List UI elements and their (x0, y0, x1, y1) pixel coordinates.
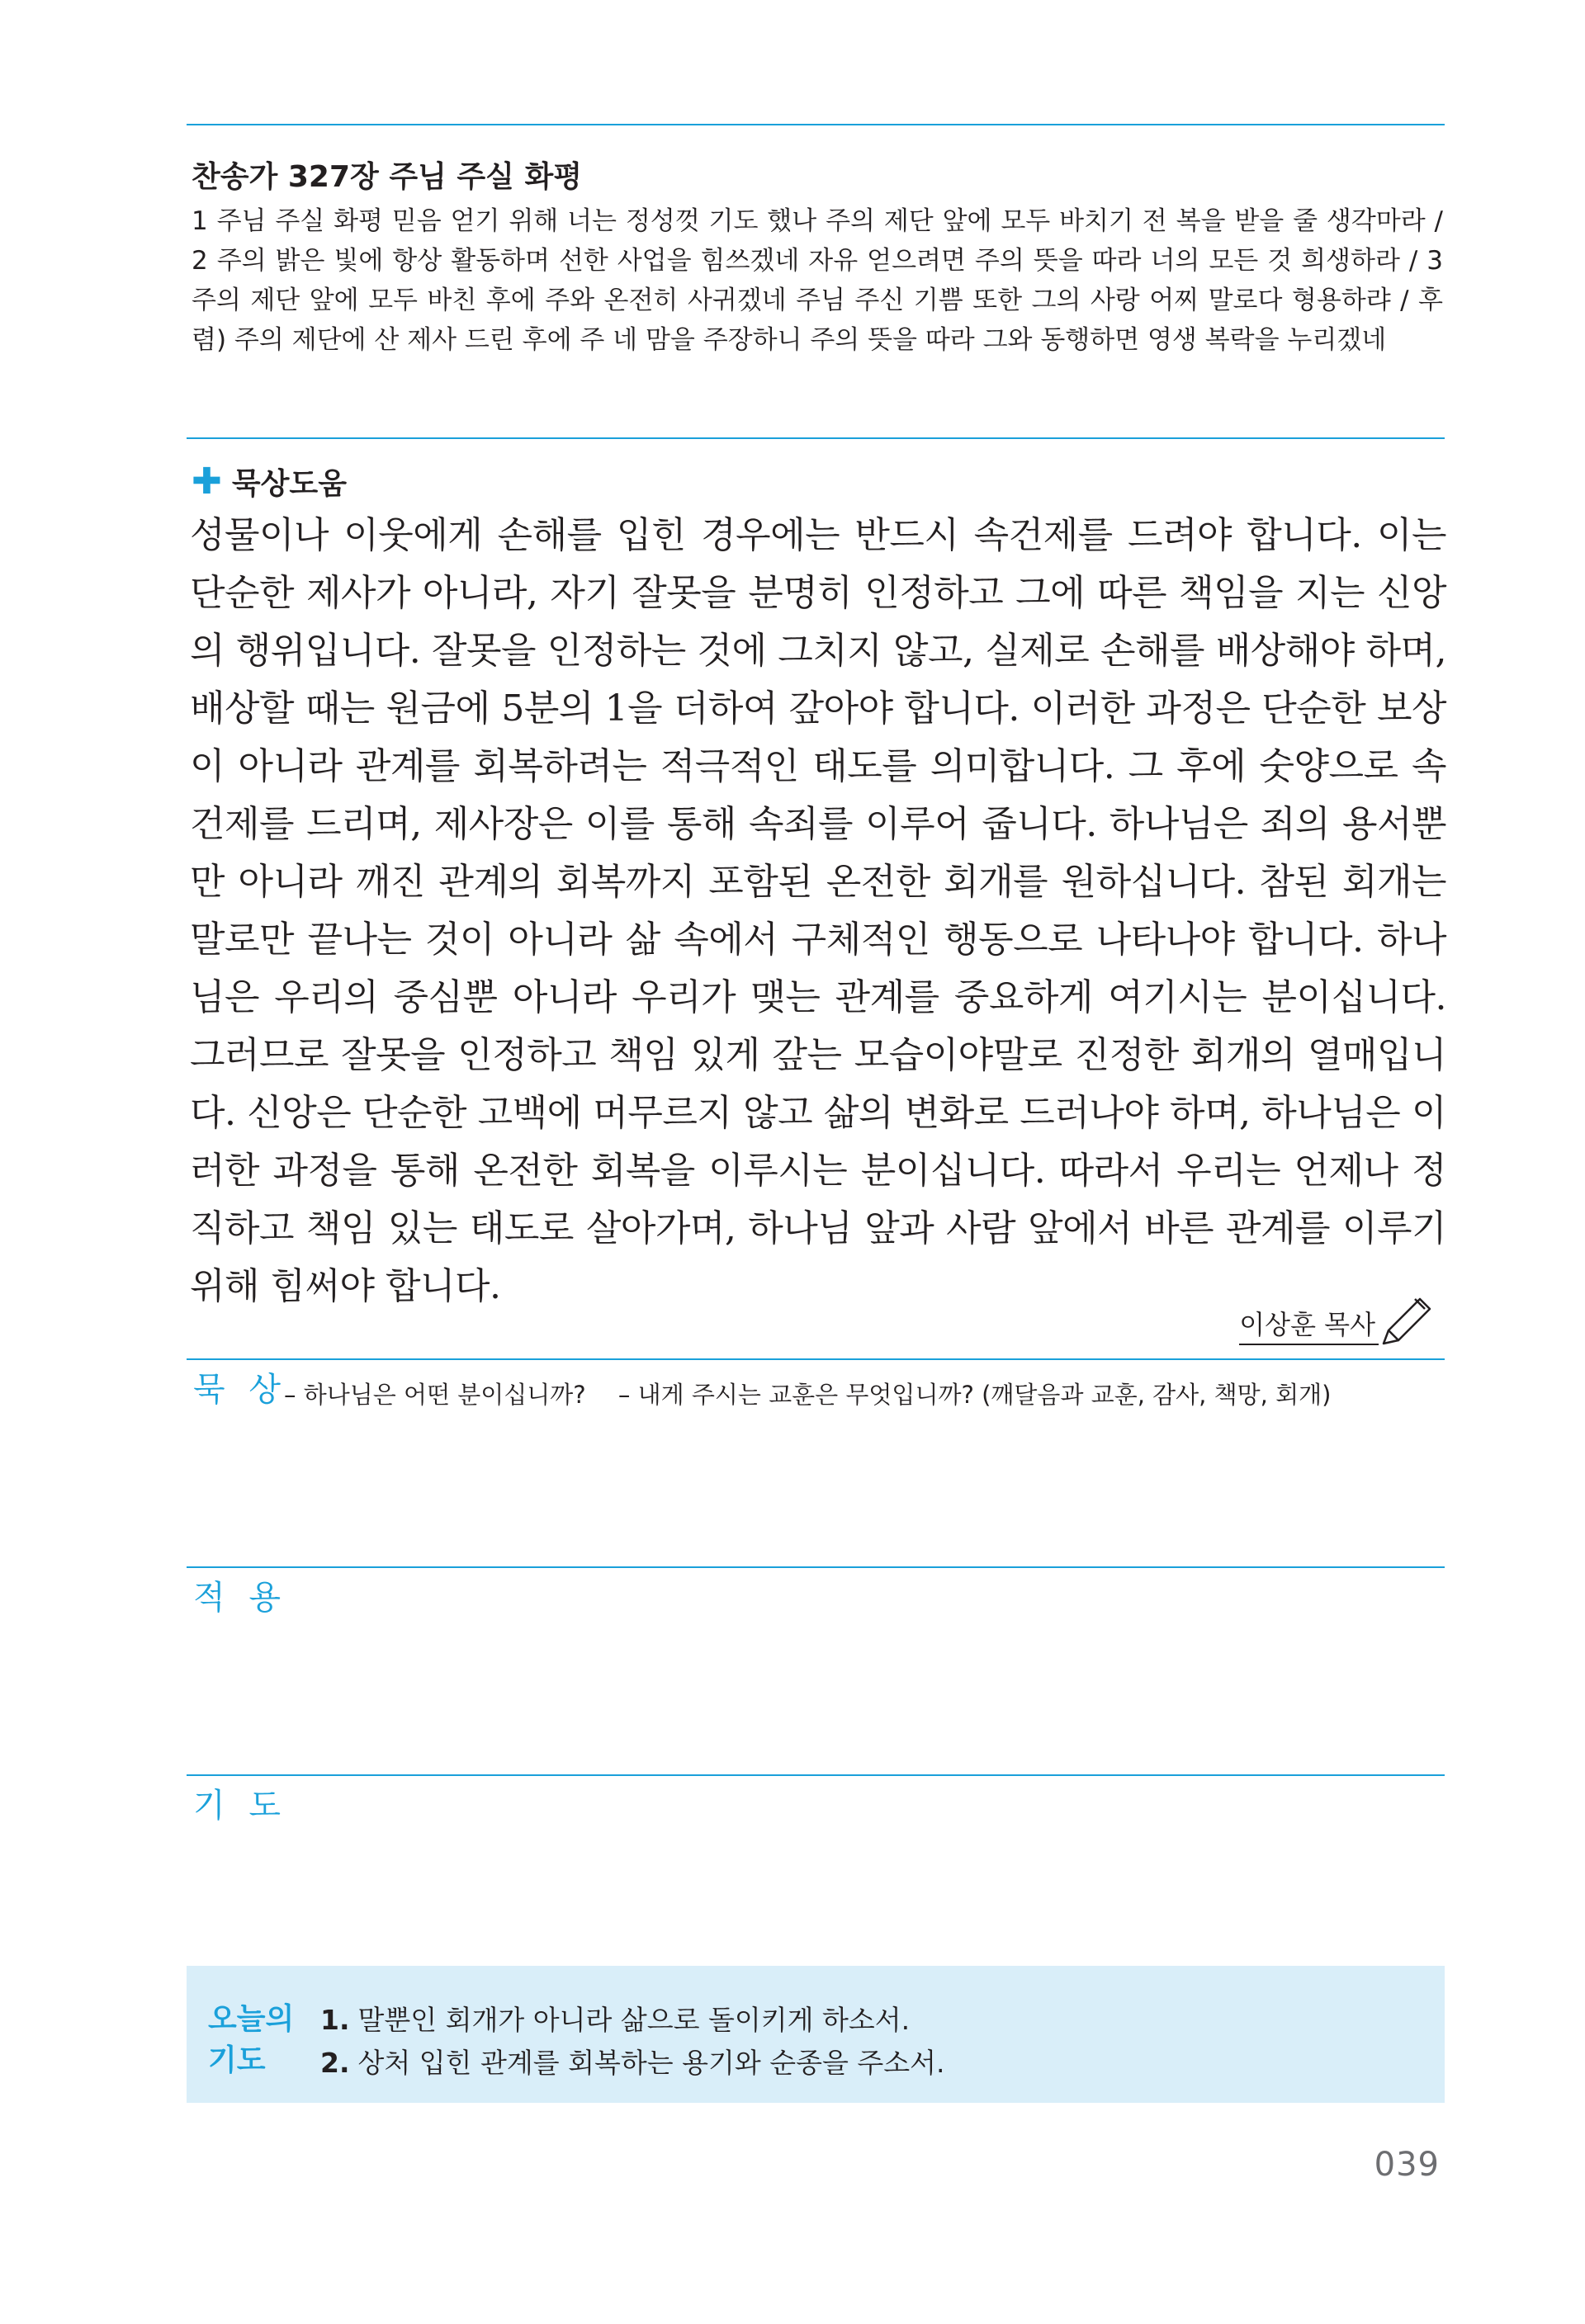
meditation-divider (187, 1358, 1445, 1360)
meditation-help-body: 성물이나 이웃에게 손해를 입힌 경우에는 반드시 속건제를 드려야 합니다. 이는 단순한 제사가 아니라, 자기 잘못을 분명히 인정하고 그에 따른 책임을 지는 신앙의 행위입니다. 잘못을 인정하는 것에 그치지 않고, 실제로 손해를 배상해야 하며, 배상할 때는 원금에 5분의 1을 더하여 갚아야 합니다. 이러한 과정은 단순한 보상이 아니라 관계를 회복하려는 적극적인 태도를 의미합니다. 그 후에 숫양으로 속건제를 드리며, 제사장은 이를 통해 속죄를 이루어 줍니다. 하나님은 죄의 용서뿐만 아니라 깨진 관계의 회복까지 포함된 온전한 회개를 원하십니다. 참된 회개는 말로만 끝나는 것이 아니라 삶 속에서 구체적인 행동으로 나타나야 합니다. 하나님은 우리의 중심뿐 아니라 우리가 맺는 관계를 중요하게 여기시는 분이십니다. 그러므로 잘못을 인정하고 책임 있게 갚는 모습이야말로 진정한 회개의 열매입니다. 신앙은 단순한 고백에 머무르지 않고 삶의 변화로 드러나야 하며, 하나님은 이러한 과정을 통해 온전한 회복을 이루시는 분이십니다. 따라서 우리는 언제나 정직하고 책임 있는 태도로 살아가며, 하나님 앞과 사람 앞에서 바른 관계를 이루기 위해 힘써야 합니다. (190, 514, 1446, 1307)
todays-prayer-box (187, 1966, 1445, 2103)
prayer-label: 기 도 (193, 1787, 287, 1825)
hymn-lyrics: 1 주님 주실 화평 믿음 얻기 위해 너는 정성껏 기도 했나 주의 제단 앞에 모두 바치기 전 복을 받을 줄 생각마라 / 2 주의 밝은 빛에 항상 활동하며 선한 사업을 힘쓰겠네 자유 얻으려면 주의 뜻을 따라 너의 모든 것 희생하라 / 3 주의 제단 앞에 모두 바친 후에 주와 온전히 사귀겠네 주님 주신 기쁨 또한 그의 사랑 어찌 말로다 형용하랴 / 후렴) 주의 제단에 산 제사 드린 후에 주 네 맘을 주장하니 주의 뜻을 따라 그와 동행하면 영생 복락을 누리겠네 (192, 206, 1443, 355)
todays-prayer-label: 오늘의 기도 (208, 2002, 295, 2077)
list-item: 2. 상처 입힌 관계를 회복하는 용기와 순종을 주소서. (320, 2047, 945, 2079)
plus-icon: ✚ (192, 460, 222, 503)
list-item: 1. 말뿐인 회개가 아니라 삶으로 돌이키게 하소서. (320, 2004, 911, 2036)
meditation-label: 묵 상 (193, 1371, 287, 1409)
pencil-icon (1374, 1296, 1438, 1345)
application-divider (187, 1566, 1445, 1568)
meditation-questions (284, 1377, 1331, 1410)
application-label: 적 용 (193, 1579, 287, 1617)
todays-prayer-list (320, 1999, 945, 2085)
question-2: – 내게 주시는 교훈은 무엇입니까? (깨달음과 교훈, 감사, 책망, 회개) (617, 1381, 1332, 1409)
author-name: 이상훈 목사 (1239, 1304, 1379, 1345)
hymn-title: 찬송가 327장 주님 주실 화평 (192, 160, 583, 194)
hymn-divider (187, 437, 1445, 439)
author-signature (1239, 1296, 1438, 1345)
meditation-help-title: 묵상도움 (231, 467, 347, 501)
meditation-help-heading (192, 461, 347, 503)
page-number: 039 (1374, 2146, 1440, 2184)
question-1: – 하나님은 어떤 분이십니까? (284, 1381, 586, 1409)
top-divider (187, 124, 1445, 125)
prayer-divider (187, 1774, 1445, 1776)
